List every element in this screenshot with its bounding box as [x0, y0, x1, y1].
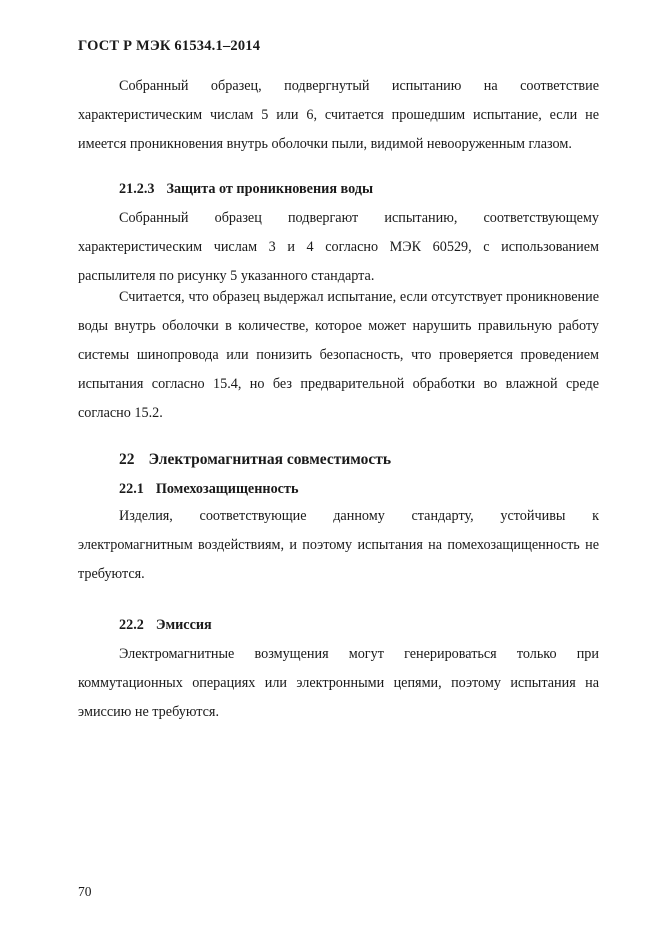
paragraph-text: Собранный образец подвергают испытанию, соответствующему характеристическим числам 3 и 4 согласно МЭК 60529, с использованием распылителя по рисунку 5 указанного стандарта. — [78, 210, 599, 284]
section-number: 22 — [119, 451, 135, 468]
section-heading-22 — [119, 451, 391, 469]
document-header: ГОСТ Р МЭК 61534.1–2014 — [78, 38, 261, 54]
page-number: 70 — [78, 884, 92, 899]
paragraph-dust-test — [78, 72, 599, 159]
paragraph-immunity — [78, 502, 599, 589]
section-title: Электромагнитная совместимость — [148, 451, 392, 468]
section-heading-22-2 — [119, 617, 212, 634]
section-title: Защита от проникновения воды — [166, 181, 374, 197]
section-title: Помехозащищенность — [155, 481, 299, 497]
section-heading-21-2-3 — [119, 181, 373, 198]
paragraph-emission — [78, 640, 599, 727]
paragraph-text: Электромагнитные возмущения могут генерироваться только при коммутационных операциях или электронными цепями, поэтому испытания на эмиссию не требуются. — [78, 646, 599, 720]
paragraph-text: Изделия, соответствующие данному стандарту, устойчивы к электромагнитным воздействиям, и поэтому испытания на помехозащищенность не требуются. — [78, 508, 599, 582]
section-number: 22.1 — [119, 481, 144, 497]
paragraph-water-test — [78, 204, 599, 291]
section-heading-22-1 — [119, 481, 298, 498]
paragraph-water-result — [78, 283, 599, 428]
section-title: Эмиссия — [155, 617, 212, 633]
section-number: 21.2.3 — [119, 181, 155, 197]
paragraph-text: Собранный образец, подвергнутый испытанию на соответствие характеристическим числам 5 или 6, считается прошедшим испытание, если не имеется проникновения внутрь оболочки пыли, видимой невооруженным глазом. — [78, 78, 599, 152]
paragraph-text: Считается, что образец выдержал испытание, если отсутствует проникновение воды внутрь оболочки в количестве, которое может нарушить правильную работу системы шинопровода или понизить безопасность, что проверяется проведением испытания согласно 15.4, но без предварительной обработки во влажной среде согласно 15.2. — [78, 289, 599, 421]
section-number: 22.2 — [119, 617, 144, 633]
